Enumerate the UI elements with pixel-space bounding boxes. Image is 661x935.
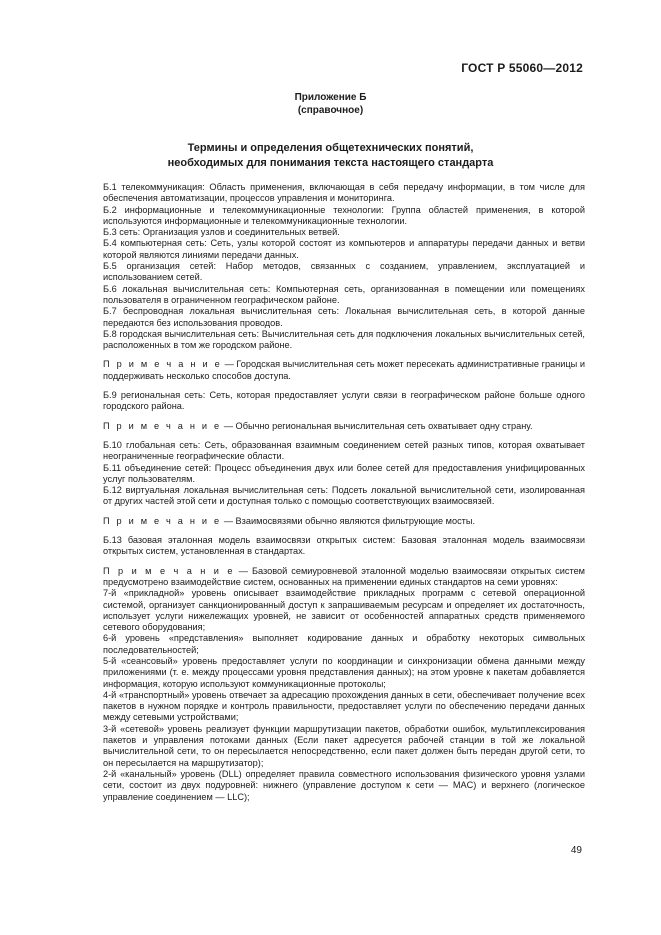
note-4 <box>103 566 585 589</box>
document-body <box>103 182 585 803</box>
note-text: — Городская вычислительная сеть может пересекать административные границы и поддерживать несколько способов доступа. <box>103 359 585 381</box>
annex-heading <box>0 91 661 117</box>
term-b3: Б.3 сеть: Организация узлов и соединительных ветвей. <box>103 227 340 238</box>
term-b4: Б.4 компьютерная сеть: Сеть, узлы которой состоят из компьютеров и аппаратуры передачи данных и ветви которой являются линиями передачи данных. <box>103 238 585 260</box>
term-b2: Б.2 информационные и телекоммуникационные технологии: Группа областей применения, в которой используются информационные и телекоммуникационные технологии. <box>103 204 585 226</box>
osi-level-2: 2-й «канальный» уровень (DLL) определяет правила совместного использования физического уровня узлами сети, состоит из двух подуровней: нижнего (управление доступом к сети — MAC) и верхнего (логическое управление соединением — LLC); <box>103 768 585 802</box>
section-title <box>0 141 661 171</box>
osi-level-7: 7-й «прикладной» уровень описывает взаимодействие прикладных программ с сетевой операционной системой, организует санкционированный доступ к запрашиваемым ресурсам и определяет их достаточность, использует услуги нижележащих уровней, не зависит от особенностей аппаратных средств применяемого сетевого оборудования; <box>103 588 585 633</box>
term-b9: Б.9 региональная сеть: Сеть, которая предоставляет услуги связи в географическом районе больше одного городского района. <box>103 390 585 412</box>
osi-level-6: 6-й уровень «представления» выполняет кодирование данных и обработку некоторых символьных последовательностей; <box>103 633 585 655</box>
note-text: — Взаимосвязями обычно являются фильтрующие мосты. <box>221 515 476 526</box>
term-b12: Б.12 виртуальная локальная вычислительная сеть: Подсеть локальной вычислительной сети, изолированная от других частей этой сети и доступная только с помощью соответствующих взаимосвязей. <box>103 485 585 507</box>
note-label: П р и м е ч а н и е <box>103 420 222 431</box>
osi-level-5: 5-й «сеансовый» уровень предоставляет услуги по координации и синхронизации обмена данными между приложениями (т. е. между процессами уровня представления данных); на этом уровне к пакетам добавляется информация, которую используют коммуникационные протоколы; <box>103 655 585 689</box>
section-title-line1: Термины и определения общетехнических понятий, <box>187 142 474 154</box>
page-number: 49 <box>570 845 582 856</box>
term-b10: Б.10 глобальная сеть: Сеть, образованная взаимным соединением сетей разных типов, которая охватывает неограниченные географические области. <box>103 439 585 462</box>
term-b7: Б.7 беспроводная локальная вычислительная сеть: Локальная вычислительная сеть, в которой данные передаются без использования проводов. <box>103 306 585 328</box>
standard-header: ГОСТ Р 55060—2012 <box>461 61 583 75</box>
note-text: — Базовой семиуровневой эталонной моделью взаимосвязи открытых систем предусмотрено взаимодействие систем, основанных на применении единых стандартов на семи уровнях: <box>103 565 585 587</box>
note-text: — Обычно региональная вычислительная сеть охватывает одну страну. <box>221 420 533 431</box>
annex-title: Приложение Б <box>294 92 367 103</box>
term-b1: Б.1 телекоммуникация: Область применения, включающая в себя передачу информации, в том числе для обеспечения автоматизации, процессов управления и мониторинга. <box>103 182 585 204</box>
note-1 <box>103 359 585 382</box>
note-3 <box>103 516 585 527</box>
note-2 <box>103 421 585 432</box>
term-b5: Б.5 организация сетей: Набор методов, связанных с созданием, управлением, эксплуатацией и использованием сетей. <box>103 261 585 283</box>
term-b13: Б.13 базовая эталонная модель взаимосвязи открытых систем: Базовая эталонная модель взаимосвязи открытых систем, установленная в стандартах. <box>103 535 585 557</box>
term-b11: Б.11 объединение сетей: Процесс объединения двух или более сетей для предоставления унифицированных услуг пользователям. <box>103 462 585 484</box>
term-b6: Б.6 локальная вычислительная сеть: Компьютерная сеть, организованная в помещении или помещениях пользователя в ограниченном географическом районе. <box>103 283 585 305</box>
annex-kind: (справочное) <box>297 105 364 116</box>
note-label: П р и м е ч а н и е <box>103 515 222 526</box>
osi-level-4: 4-й «транспортный» уровень отвечает за адресацию прохождения данных в сети, обеспечивает получение всех пакетов в нужном порядке и контроль правильности, предоставляет услуги по обеспечению передачи данных между сетевыми устройствами; <box>103 689 585 723</box>
term-b8: Б.8 городская вычислительная сеть: Вычислительная сеть для подключения локальных вычислительных сетей, расположенных в том же городском районе. <box>103 328 585 351</box>
section-title-line2: необходимых для понимания текста настоящего стандарта <box>167 157 494 169</box>
note-label: П р и м е ч а н и е <box>103 359 222 370</box>
osi-level-3: 3-й «сетевой» уровень реализует функции маршрутизации пакетов, обработки ошибок, мультиплексирования пакетов и управления потоками данных (Если пакет адресуется рабочей станции в той же локальной вычислительной сети, то он пересылается непосредственно, если пакет должен быть передан другой сети, то он пересылается на маршрутизатор); <box>103 723 585 768</box>
note-label: П р и м е ч а н и е <box>103 565 235 576</box>
